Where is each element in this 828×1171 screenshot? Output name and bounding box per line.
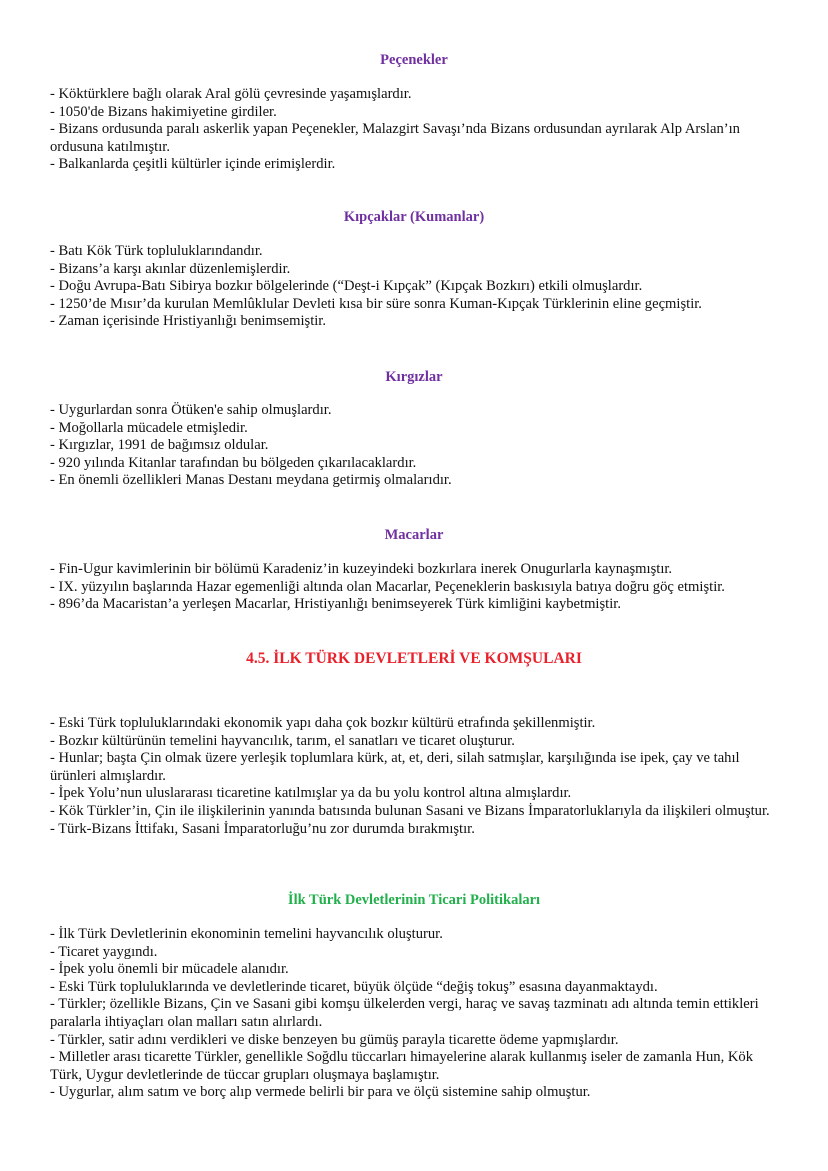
list-kipcaklar <box>50 243 778 331</box>
chapter-heading: 4.5. İLK TÜRK DEVLETLERİ VE KOMŞULARI <box>246 650 582 667</box>
list-item: - Bozkır kültürünün temelini hayvancılık, tarım, el sanatları ve ticaret oluşturur. <box>50 732 515 749</box>
list-item: - Eski Türk topluluklarındaki ekonomik yapı daha çok bozkır kültürü etrafında şekillenmiştir. <box>50 715 596 731</box>
list-item: - Balkanlarda çeşitli kültürler içinde erimişlerdir. <box>50 156 336 173</box>
list-item: - Uygurlardan sonra Ötüken'e sahip olmuşlardır. <box>50 402 332 418</box>
list-item: - Eski Türk topluluklarında ve devletlerinde ticaret, büyük ölçüde “değiş tokuş” esasına dayanmaktaydı. <box>50 978 658 995</box>
list-item: - 920 yılında Kitanlar tarafından bu bölgeden çıkarılacaklardır. <box>50 454 417 471</box>
list-ilk-turk-devletleri <box>50 715 778 838</box>
heading-macarlar: Macarlar <box>384 527 444 543</box>
list-item: - İpek Yolu’nun uluslararası ticaretine katılmışlar ya da bu yolu kontrol altına almışlardır. <box>50 785 572 802</box>
list-item: - Kırgızlar, 1991 de bağımsız oldular. <box>50 437 269 454</box>
list-item: - Türkler, satir adını verdikleri ve diske benzeyen bu gümüş parayla ticarette ödeme yapmışlardır. <box>50 1031 619 1048</box>
list-item: - Köktürklere bağlı olarak Aral gölü çevresinde yaşamışlardır. <box>50 86 412 102</box>
list-item: - Ticaret yaygındı. <box>50 943 158 960</box>
list-item: - En önemli özellikleri Manas Destanı meydana getirmiş olmalarıdır. <box>50 472 452 489</box>
list-item: - Zaman içerisinde Hristiyanlığı benimsemiştir. <box>50 313 327 330</box>
list-item: - Uygurlar, alım satım ve borç alıp vermede belirli bir para ve ölçü sistemine sahip olmuştur. <box>50 1084 591 1101</box>
list-item: - Bizans ordusunda paralı askerlik yapan Peçenekler, Malazgirt Savaşı’nda Bizans ordusundan ayrılarak Alp Arslan’ın ordusuna katılmıştır. <box>50 121 740 155</box>
list-item: - Moğollarla mücadele etmişledir. <box>50 419 248 436</box>
list-item: - 896’da Macaristan’a yerleşen Macarlar, Hristiyanlığı benimseyerek Türk kimliğini kaybetmiştir. <box>50 596 621 613</box>
heading-kirgizlar: Kırgızlar <box>385 369 443 385</box>
list-item: - İpek yolu önemli bir mücadele alanıdır. <box>50 961 289 978</box>
list-item: - Türkler; özellikle Bizans, Çin ve Sasani gibi komşu ülkelerden vergi, haraç ve savaş tazminatı adı altında temin ettikleri paralarla ihtiyaçları olan malları satın alırlardı. <box>50 996 759 1030</box>
list-pecenekler <box>50 86 778 174</box>
list-item: - 1050'de Bizans hakimiyetine girdiler. <box>50 103 277 120</box>
list-macarlar <box>50 561 778 614</box>
list-item: - IX. yüzyılın başlarında Hazar egemenliği altında olan Macarlar, Peçeneklerin baskısıyla batıya doğru göç etmiştir. <box>50 578 725 595</box>
list-kirgizlar <box>50 402 778 490</box>
list-item: - Hunlar; başta Çin olmak üzere yerleşik toplumlara kürk, at, et, deri, silah satmışlar, karşılığında ise ipek, çay ve tahıl ürünleri almışlardır. <box>50 750 740 784</box>
heading-pecenekler: Peçenekler <box>380 52 448 68</box>
list-item: - Kök Türkler’in, Çin ile ilişkilerinin yanında batısında bulunan Sasani ve Bizans İmparatorluklarıyla da ilişkileri olmuştur. <box>50 802 770 819</box>
list-item: - Türk-Bizans İttifakı, Sasani İmparatorluğu’nu zor durumda bırakmıştır. <box>50 820 475 837</box>
list-item: - Batı Kök Türk topluluklarındandır. <box>50 243 263 259</box>
heading-kipcaklar: Kıpçaklar (Kumanlar) <box>343 209 485 225</box>
list-item: - Fin-Ugur kavimlerinin bir bölümü Karadeniz’in kuzeyindeki bozkırlara inerek Onugurlarla kaynaşmıştır. <box>50 561 673 577</box>
list-item: - 1250’de Mısır’da kurulan Memlûklular Devleti kısa bir süre sonra Kuman-Kıpçak Türklerinin eline geçmiştir. <box>50 295 702 312</box>
list-item: - Doğu Avrupa-Batı Sibirya bozkır bölgelerinde (“Deşt-i Kıpçak” (Kıpçak Bozkırı) etkili olmuşlardır. <box>50 278 643 295</box>
list-ticari-politikalar <box>50 926 778 1102</box>
heading-ticari-politikalar: İlk Türk Devletlerinin Ticari Politikaları <box>287 892 541 908</box>
list-item: - Milletler arası ticarette Türkler, genellikle Soğdlu tüccarları himayelerine alarak kullanmış iseler de zamanla Hun, Kök Türk, Uygur devletlerinde de tüccar grupları oluşmaya başlamıştır. <box>50 1049 754 1083</box>
list-item: - İlk Türk Devletlerinin ekonominin temelini hayvancılık oluşturur. <box>50 926 443 942</box>
list-item: - Bizans’a karşı akınlar düzenlemişlerdir. <box>50 260 291 277</box>
